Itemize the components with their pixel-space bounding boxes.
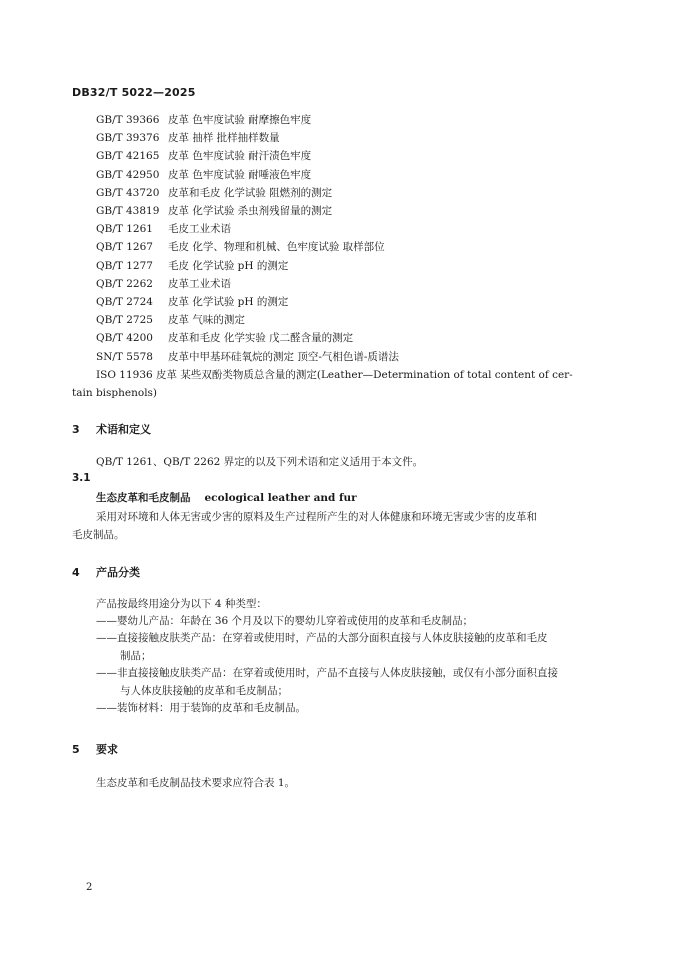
section-4-intro: 产品按最终用途分为以下 4 种类型： [96,598,267,610]
doc-code: DB32/T 5022—2025 [72,86,196,99]
page-number: 2 [86,882,93,893]
normative-reference-list [72,111,596,402]
std-ref-item: QB/T 2724 皮革 化学试验 pH 的测定 [96,296,289,309]
std-ref-item: QB/T 1261 毛皮工业术语 [96,223,231,236]
section-3-heading: 3 术语和定义 [72,423,151,436]
std-ref-item: GB/T 39366 皮革 色牢度试验 耐摩擦色牢度 [96,114,312,126]
section-4-heading: 4 产品分类 [72,566,140,579]
section-5-text: 生态皮革和毛皮制品技术要求应符合表 1。 [96,777,296,789]
classification-list [96,613,606,717]
std-ref-item: GB/T 43819 皮革 化学试验 杀虫剂残留量的测定 [96,205,333,218]
term-title: 生态皮革和毛皮制品 ecological leather and fur [96,492,357,504]
std-ref-item: QB/T 2262 皮革工业术语 [96,277,231,290]
std-ref-item: GB/T 42165 皮革 色牢度试验 耐汗渍色牢度 [96,150,312,163]
list-item: ——直接接触皮肤类产品：在穿着或使用时，产品的大部分面积直接与人体皮肤接触的皮革和毛皮 制品； [96,632,548,662]
std-ref-item: QB/T 4200 皮革和毛皮 化学实验 戊二醛含量的测定 [96,332,354,345]
section-5-heading: 5 要求 [72,743,118,756]
list-item: ——婴幼儿产品：年龄在 36 个月及以下的婴幼儿穿着或使用的皮革和毛皮制品； [96,615,474,627]
std-ref-item: QB/T 1267 毛皮 化学、物理和机械、色牢度试验 取样部位 [96,241,385,254]
std-ref-item: SN/T 5578 皮革中甲基环硅氧烷的测定 顶空-气相色谱-质谱法 [96,350,399,363]
list-item: ——非直接接触皮肤类产品：在穿着或使用时，产品不直接与人体皮肤接触，或仅有小部分面积直接 与人体皮肤接触的皮革和毛皮制品； [96,667,558,697]
term-definition-continuation: 毛皮制品。 [72,529,125,541]
section-3-intro: QB/T 1261、QB/T 2262 界定的以及下列术语和定义适用于本文件。 [96,456,424,468]
std-ref-item: GB/T 42950 皮革 色牢度试验 耐唾液色牢度 [96,168,312,181]
std-ref-item: QB/T 1277 毛皮 化学试验 pH 的测定 [96,259,289,272]
std-ref-item: QB/T 2725 皮革 气味的测定 [96,314,245,327]
iso-ref-item-continuation: tain bisphenols) [72,387,158,400]
iso-ref-item: ISO 11936 皮革 某些双酚类物质总含量的测定(Leather—Determination of total content of cer- [96,368,573,381]
term-definition: 采用对环境和人体无害或少害的原料及生产过程所产生的对人体健康和环境无害或少害的皮革和 [96,511,537,523]
list-item: ——装饰材料：用于装饰的皮革和毛皮制品。 [96,702,306,715]
std-ref-item: GB/T 43720 皮革和毛皮 化学试验 阻燃剂的测定 [96,186,333,199]
term-number: 3.1 [72,472,91,484]
std-ref-item: GB/T 39376 皮革 抽样 批样抽样数量 [96,132,280,145]
